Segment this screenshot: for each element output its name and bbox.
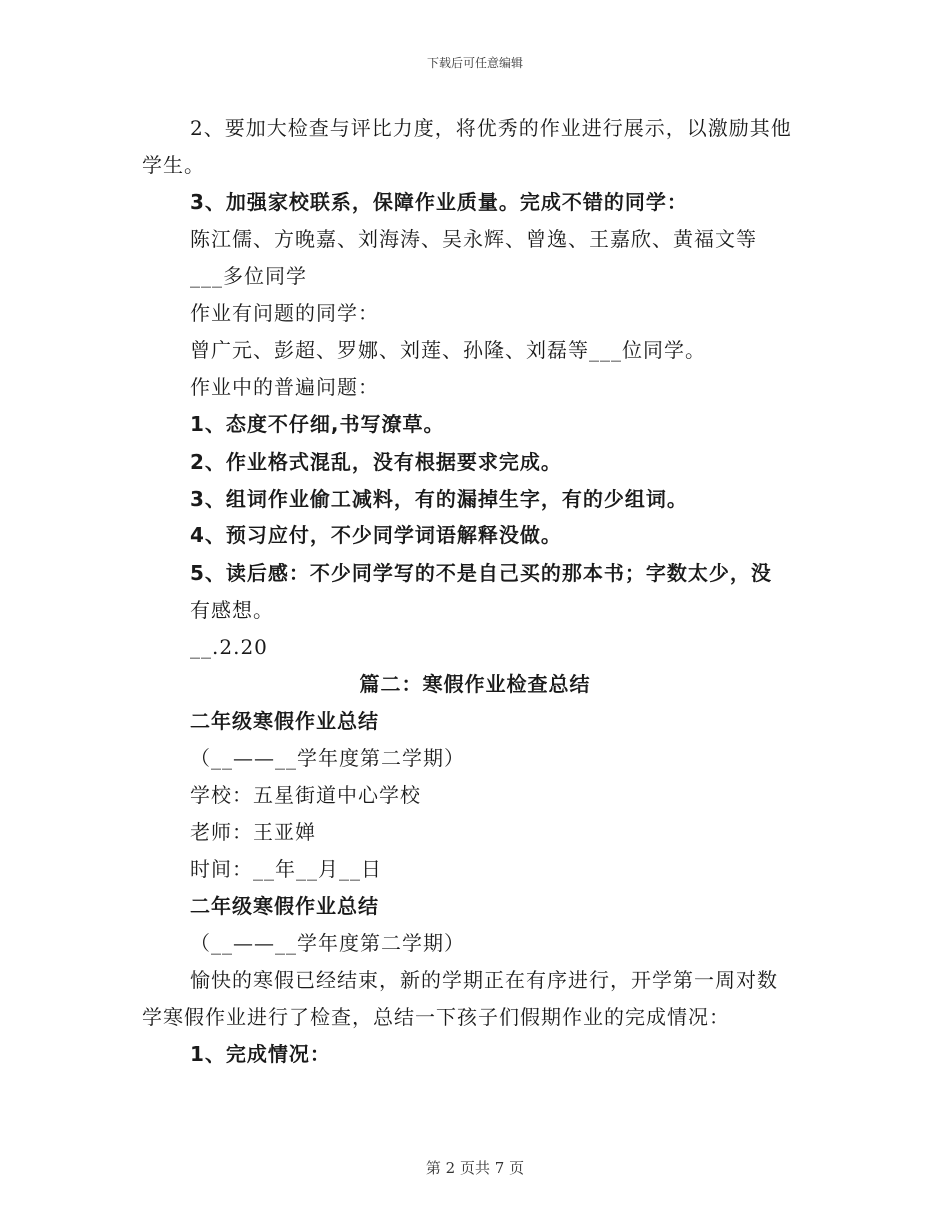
school-year-line-repeat: （__——__学年度第二学期） (190, 931, 465, 955)
good-students-count: ___多位同学 (190, 264, 307, 288)
report-title-repeat: 二年级寒假作业总结 (190, 894, 379, 918)
paragraph-line-2: 学生。 (142, 153, 205, 177)
completion-heading: 1、完成情况： (190, 1042, 331, 1066)
page-indicator: 第 2 页共 7 页 (425, 1159, 525, 1177)
paragraph-line-1: 2、要加大检查与评比力度，将优秀的作业进行展示，以激励其他 (190, 116, 792, 140)
school-line: 学校：五星街道中心学校 (190, 783, 421, 807)
issue-item-5-continued: 有感想。 (190, 598, 274, 622)
problem-students-label: 作业有问题的同学： (190, 301, 379, 325)
school-year-line: （__——__学年度第二学期） (190, 746, 465, 770)
common-issues-label: 作业中的普遍问题： (190, 375, 379, 399)
date-line: __.2.20 (190, 635, 268, 659)
intro-paragraph-line-2: 学寒假作业进行了检查，总结一下孩子们假期作业的完成情况： (142, 1005, 730, 1029)
issue-item-1: 1、态度不仔细,书写潦草。 (190, 412, 445, 436)
chapter-title: 篇二：寒假作业检查总结 (359, 672, 591, 696)
intro-paragraph-line-1: 愉快的寒假已经结束，新的学期正在有序进行，开学第一周对数 (190, 968, 778, 992)
issue-item-5: 5、读后感：不少同学写的不是自己买的那本书；字数太少，没 (190, 561, 772, 585)
time-line: 时间：__年__月__日 (190, 857, 382, 881)
header-note: 下载后可任意编辑 (426, 56, 523, 70)
issue-item-2: 2、作业格式混乱，没有根据要求完成。 (190, 450, 562, 474)
section-heading-home-school: 3、加强家校联系，保障作业质量。完成不错的同学： (190, 190, 688, 214)
issue-item-3: 3、组词作业偷工减料，有的漏掉生字，有的少组词。 (190, 487, 688, 511)
good-students-list: 陈江儒、方晚嘉、刘海涛、吴永辉、曾逸、王嘉欣、黄福文等 (190, 227, 757, 251)
problem-students-list: 曾广元、彭超、罗娜、刘莲、孙隆、刘磊等___位同学。 (190, 338, 706, 362)
report-title: 二年级寒假作业总结 (190, 709, 379, 733)
teacher-line: 老师：王亚婵 (190, 820, 316, 844)
issue-item-4: 4、预习应付，不少同学词语解释没做。 (190, 523, 562, 547)
